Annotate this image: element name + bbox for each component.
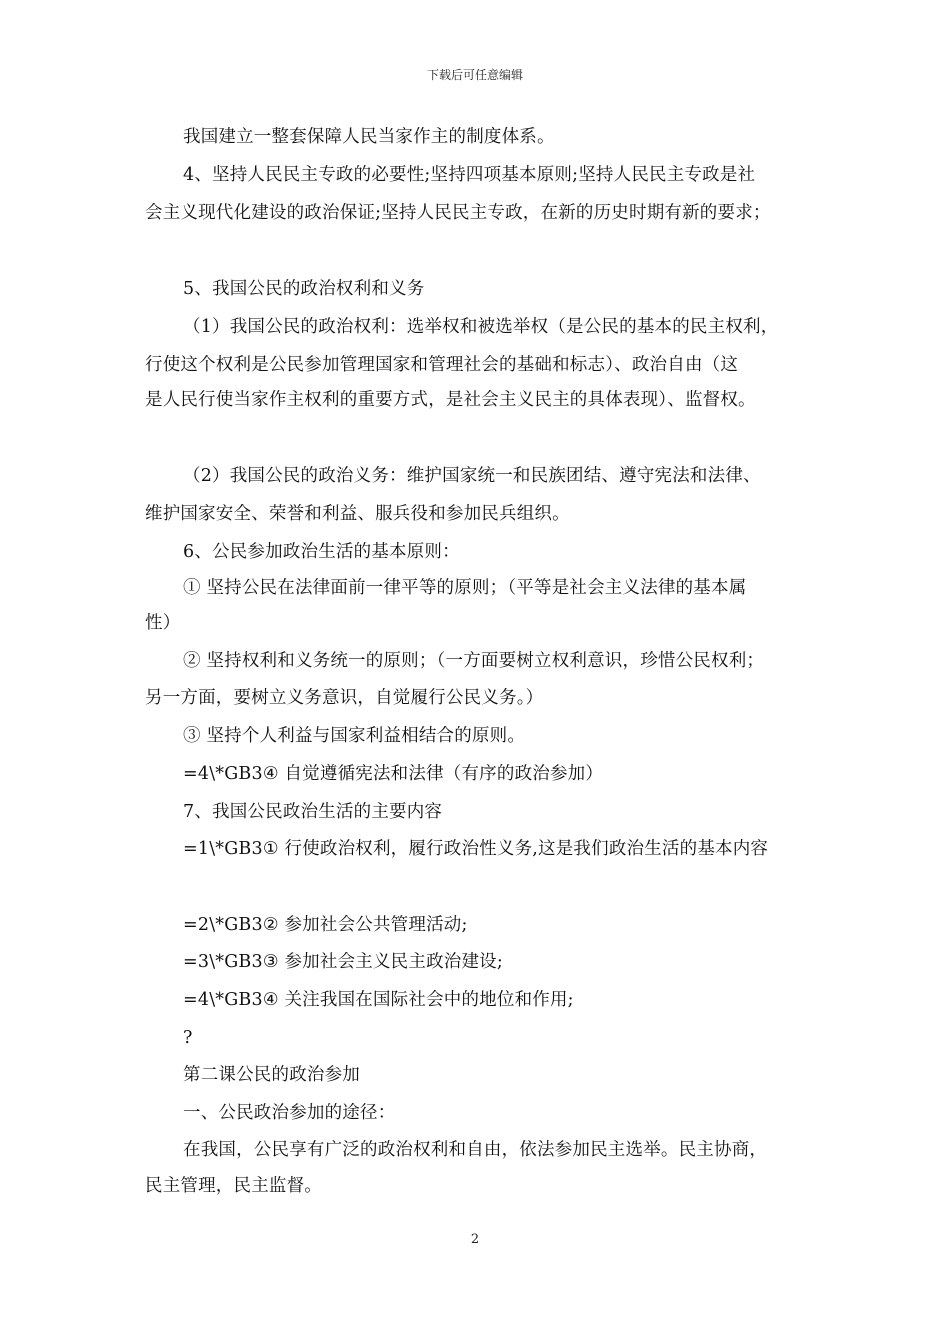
body-line: 会主义现代化建设的政治保证;坚持人民民主专政，在新的历史时期有新的要求； <box>145 203 771 223</box>
list-item: =3\*GB3③ 参加社会主义民主政治建设; <box>183 952 503 972</box>
body-line: （1）我国公民的政治权利：选举权和被选举权（是公民的基本的民主权利， <box>183 317 779 337</box>
list-item: ③ 坚持个人利益与国家利益相结合的原则。 <box>183 726 526 746</box>
body-line: 4、坚持人民民主专政的必要性;坚持四项基本原则;坚持人民民主专政是社 <box>183 165 756 185</box>
body-line: 民主管理，民主监督。 <box>145 1176 322 1196</box>
section-heading: 一、公民政治参加的途径： <box>183 1103 396 1123</box>
body-line: 行使这个权利是公民参加管理国家和管理社会的基础和标志）、政治自由（这 <box>145 355 739 375</box>
lesson-title: 第二课公民的政治参加 <box>183 1065 360 1085</box>
list-item: =4\*GB3④ 自觉遵循宪法和法律（有序的政治参加） <box>183 764 604 784</box>
list-item: =2\*GB3② 参加社会公共管理活动; <box>183 915 468 935</box>
list-item: ① 坚持公民在法律面前一律平等的原则；（平等是社会主义法律的基本属 <box>183 578 747 598</box>
body-line: 维护国家安全、荣誉和利益、服兵役和参加民兵组织。 <box>145 504 570 524</box>
body-line: 是人民行使当家作主权利的重要方式，是社会主义民主的具体表现）、监督权。 <box>145 390 756 410</box>
section-heading: 6、公民参加政治生活的基本原则： <box>183 542 460 562</box>
body-line: ? <box>183 1028 193 1048</box>
list-item: =1\*GB3① 行使政治权利，履行政治性义务,这是我们政治生活的基本内容 <box>183 839 769 859</box>
body-line: （2）我国公民的政治义务：维护国家统一和民族团结、遵守宪法和法律、 <box>183 466 761 486</box>
body-line: 我国建立一整套保障人民当家作主的制度体系。 <box>183 127 555 147</box>
page-number: 2 <box>470 1232 480 1247</box>
body-line: 性） <box>145 613 181 633</box>
page-header: 下载后可任意编辑 <box>426 68 523 82</box>
list-item: ② 坚持权利和义务统一的原则；（一方面要树立权利意识，珍惜公民权利； <box>183 651 765 671</box>
section-heading: 5、我国公民的政治权利和义务 <box>183 279 425 299</box>
body-line: 在我国，公民享有广泛的政治权利和自由，依法参加民主选举。民主协商， <box>183 1140 768 1160</box>
body-line: 另一方面，要树立义务意识，自觉履行公民义务。） <box>145 688 544 708</box>
list-item: =4\*GB3④ 关注我国在国际社会中的地位和作用; <box>183 990 574 1010</box>
section-heading: 7、我国公民政治生活的主要内容 <box>183 802 443 822</box>
